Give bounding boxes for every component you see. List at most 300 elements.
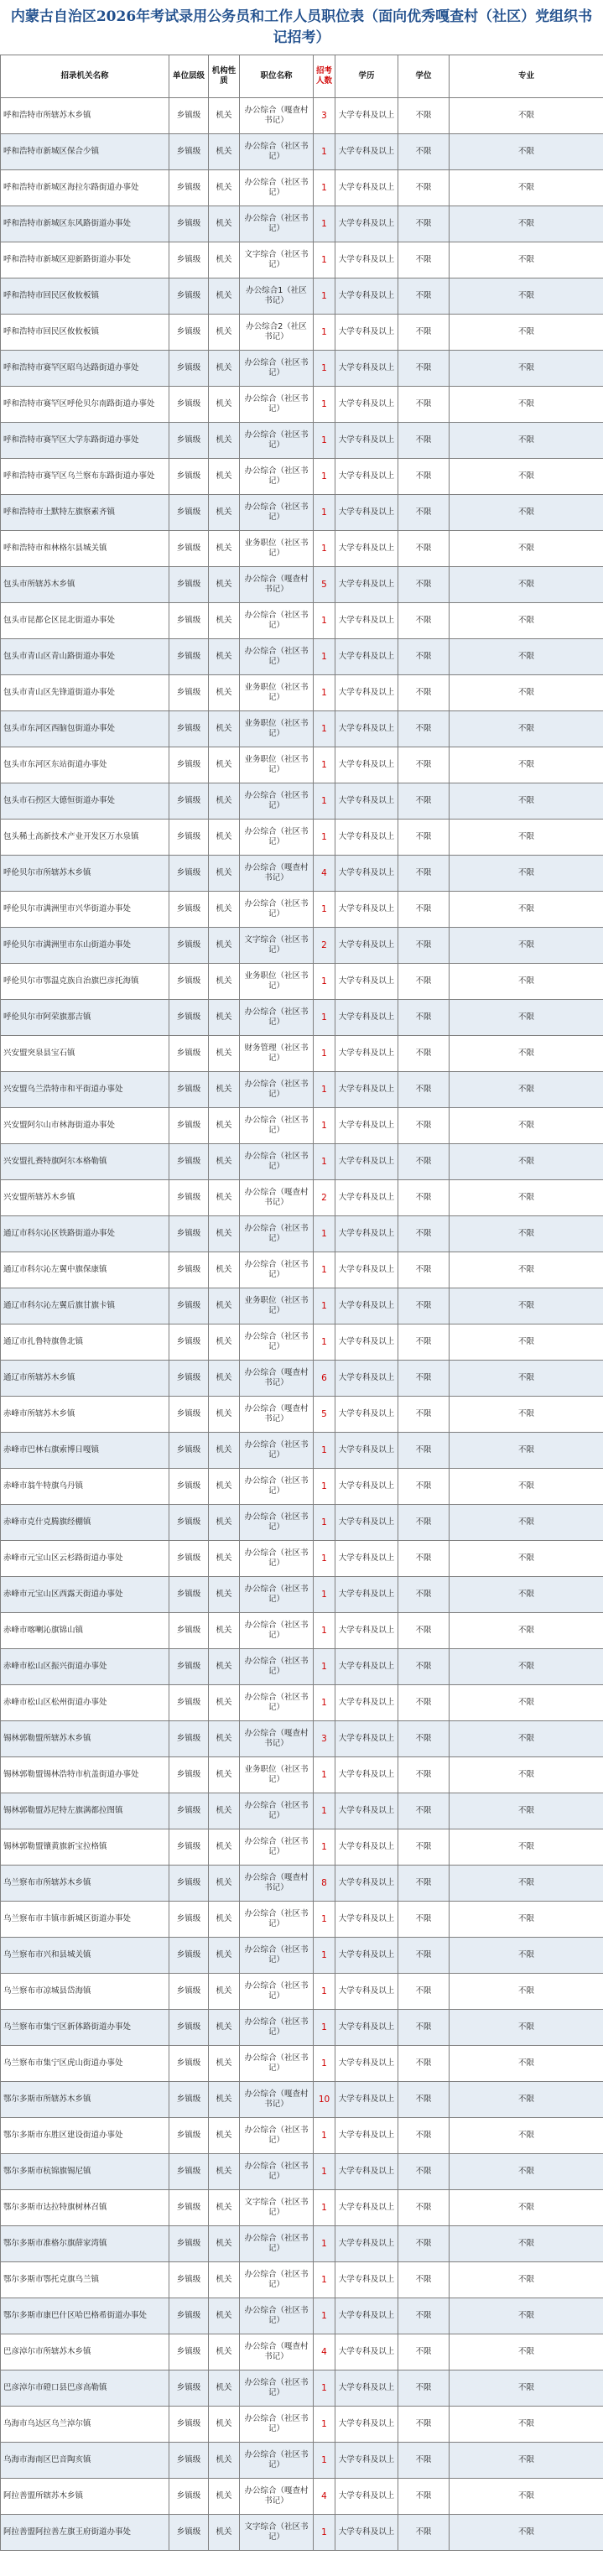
cell-nature: 机关 <box>209 1072 240 1108</box>
cell-unit: 赤峰市克什克腾旗经棚镇 <box>1 1505 169 1541</box>
table-row <box>1 639 603 675</box>
cell-quota: 1 <box>314 351 335 387</box>
cell-education: 大学专科及以上 <box>335 278 398 315</box>
cell-position: 办公综合（社区书记） <box>240 1000 314 1036</box>
col-header-level: 单位层级 <box>169 55 209 98</box>
cell-major: 不限 <box>450 747 603 783</box>
cell-position: 办公综合（嘎查村书记） <box>240 98 314 134</box>
cell-position: 办公综合（社区书记） <box>240 170 314 206</box>
table-row <box>1 134 603 170</box>
table-row <box>1 783 603 820</box>
cell-major: 不限 <box>450 278 603 315</box>
cell-position: 办公综合（社区书记） <box>240 206 314 242</box>
cell-nature: 机关 <box>209 170 240 206</box>
cell-degree: 不限 <box>398 1288 450 1324</box>
cell-nature: 机关 <box>209 423 240 459</box>
cell-nature: 机关 <box>209 1397 240 1433</box>
cell-quota: 2 <box>314 1180 335 1216</box>
cell-degree: 不限 <box>398 2334 450 2370</box>
cell-nature: 机关 <box>209 1144 240 1180</box>
cell-unit: 锡林郭勒盟锡林浩特市杭盖街道办事处 <box>1 1757 169 1793</box>
cell-nature: 机关 <box>209 134 240 170</box>
cell-quota: 1 <box>314 639 335 675</box>
cell-level: 乡镇级 <box>169 1974 209 2010</box>
cell-level: 乡镇级 <box>169 711 209 747</box>
table-row <box>1 1108 603 1144</box>
cell-major: 不限 <box>450 2515 603 2551</box>
cell-nature: 机关 <box>209 1361 240 1397</box>
cell-major: 不限 <box>450 1144 603 1180</box>
cell-degree: 不限 <box>398 2154 450 2190</box>
cell-unit: 通辽市扎鲁特旗鲁北镇 <box>1 1324 169 1361</box>
cell-nature: 机关 <box>209 2515 240 2551</box>
table-row <box>1 315 603 351</box>
table-row <box>1 2298 603 2334</box>
cell-position: 办公综合（嘎查村书记） <box>240 567 314 603</box>
table-body <box>1 98 603 2551</box>
table-row <box>1 387 603 423</box>
cell-education: 大学专科及以上 <box>335 1541 398 1577</box>
cell-position: 文字综合（社区书记） <box>240 2190 314 2226</box>
cell-degree: 不限 <box>398 2226 450 2262</box>
header-row <box>1 55 603 98</box>
cell-level: 乡镇级 <box>169 278 209 315</box>
cell-position: 办公综合（社区书记） <box>240 2407 314 2443</box>
cell-major: 不限 <box>450 639 603 675</box>
cell-level: 乡镇级 <box>169 2262 209 2298</box>
cell-level: 乡镇级 <box>169 1757 209 1793</box>
cell-position: 办公综合（社区书记） <box>240 1216 314 1252</box>
cell-unit: 鄂尔多斯市康巴什区哈巴格希街道办事处 <box>1 2298 169 2334</box>
cell-major: 不限 <box>450 2298 603 2334</box>
cell-level: 乡镇级 <box>169 1144 209 1180</box>
cell-unit: 呼和浩特市所辖苏木乡镇 <box>1 98 169 134</box>
cell-unit: 呼和浩特市新城区海拉尔路街道办事处 <box>1 170 169 206</box>
table-row <box>1 1577 603 1613</box>
cell-position: 办公综合（社区书记） <box>240 1252 314 1288</box>
cell-position: 办公综合（社区书记） <box>240 1108 314 1144</box>
cell-nature: 机关 <box>209 1469 240 1505</box>
cell-education: 大学专科及以上 <box>335 170 398 206</box>
cell-degree: 不限 <box>398 2010 450 2046</box>
cell-degree: 不限 <box>398 1721 450 1757</box>
cell-degree: 不限 <box>398 567 450 603</box>
cell-unit: 赤峰市巴林右旗索博日嘎镇 <box>1 1433 169 1469</box>
cell-nature: 机关 <box>209 2262 240 2298</box>
cell-major: 不限 <box>450 1397 603 1433</box>
cell-position: 办公综合（嘎查村书记） <box>240 1180 314 1216</box>
cell-nature: 机关 <box>209 1000 240 1036</box>
cell-quota: 1 <box>314 206 335 242</box>
cell-unit: 巴彦淖尔市所辖苏木乡镇 <box>1 2334 169 2370</box>
cell-education: 大学专科及以上 <box>335 1036 398 1072</box>
cell-quota: 1 <box>314 1649 335 1685</box>
cell-nature: 机关 <box>209 206 240 242</box>
cell-unit: 鄂尔多斯市达拉特旗树林召镇 <box>1 2190 169 2226</box>
table-row <box>1 1721 603 1757</box>
cell-unit: 包头市青山区青山路街道办事处 <box>1 639 169 675</box>
table-row <box>1 1613 603 1649</box>
col-header-unit: 招录机关名称 <box>1 55 169 98</box>
cell-unit: 鄂尔多斯市准格尔旗薛家湾镇 <box>1 2226 169 2262</box>
cell-quota: 1 <box>314 783 335 820</box>
cell-nature: 机关 <box>209 1829 240 1866</box>
cell-degree: 不限 <box>398 1036 450 1072</box>
cell-education: 大学专科及以上 <box>335 2298 398 2334</box>
cell-unit: 呼伦贝尔市满洲里市兴华街道办事处 <box>1 892 169 928</box>
cell-level: 乡镇级 <box>169 1397 209 1433</box>
cell-degree: 不限 <box>398 1541 450 1577</box>
cell-quota: 1 <box>314 1613 335 1649</box>
cell-position: 办公综合（社区书记） <box>240 1793 314 1829</box>
table-row <box>1 1252 603 1288</box>
cell-education: 大学专科及以上 <box>335 675 398 711</box>
table-row <box>1 2479 603 2515</box>
cell-position: 业务职位（社区书记） <box>240 1757 314 1793</box>
cell-level: 乡镇级 <box>169 2334 209 2370</box>
cell-position: 办公综合（社区书记） <box>240 1938 314 1974</box>
cell-quota: 1 <box>314 1469 335 1505</box>
cell-major: 不限 <box>450 1180 603 1216</box>
cell-level: 乡镇级 <box>169 1072 209 1108</box>
cell-nature: 机关 <box>209 1974 240 2010</box>
cell-degree: 不限 <box>398 1902 450 1938</box>
cell-education: 大学专科及以上 <box>335 2226 398 2262</box>
cell-unit: 赤峰市元宝山区云杉路街道办事处 <box>1 1541 169 1577</box>
cell-nature: 机关 <box>209 387 240 423</box>
cell-level: 乡镇级 <box>169 2443 209 2479</box>
col-header-degree: 学位 <box>398 55 450 98</box>
cell-major: 不限 <box>450 856 603 892</box>
cell-education: 大学专科及以上 <box>335 423 398 459</box>
cell-major: 不限 <box>450 1216 603 1252</box>
cell-education: 大学专科及以上 <box>335 459 398 495</box>
cell-nature: 机关 <box>209 2118 240 2154</box>
cell-position: 办公综合（社区书记） <box>240 2118 314 2154</box>
cell-level: 乡镇级 <box>169 1577 209 1613</box>
cell-position: 办公综合（嘎查村书记） <box>240 856 314 892</box>
cell-major: 不限 <box>450 242 603 278</box>
cell-nature: 机关 <box>209 567 240 603</box>
cell-nature: 机关 <box>209 747 240 783</box>
cell-nature: 机关 <box>209 1324 240 1361</box>
cell-unit: 呼伦贝尔市满洲里市东山街道办事处 <box>1 928 169 964</box>
cell-position: 办公综合（社区书记） <box>240 1649 314 1685</box>
cell-quota: 1 <box>314 1000 335 1036</box>
cell-quota: 1 <box>314 242 335 278</box>
cell-position: 办公综合（嘎查村书记） <box>240 2334 314 2370</box>
cell-major: 不限 <box>450 2154 603 2190</box>
cell-major: 不限 <box>450 1613 603 1649</box>
cell-unit: 兴安盟突泉县宝石镇 <box>1 1036 169 1072</box>
table-row <box>1 2334 603 2370</box>
cell-degree: 不限 <box>398 1685 450 1721</box>
cell-nature: 机关 <box>209 278 240 315</box>
cell-degree: 不限 <box>398 206 450 242</box>
table-row <box>1 98 603 134</box>
cell-unit: 阿拉善盟阿拉善左旗王府街道办事处 <box>1 2515 169 2551</box>
cell-quota: 1 <box>314 711 335 747</box>
table-row <box>1 892 603 928</box>
cell-education: 大学专科及以上 <box>335 1974 398 2010</box>
cell-quota: 2 <box>314 928 335 964</box>
cell-nature: 机关 <box>209 2190 240 2226</box>
table-row <box>1 1036 603 1072</box>
cell-unit: 巴彦淖尔市磴口县巴彦高勒镇 <box>1 2370 169 2407</box>
cell-unit: 兴安盟乌兰浩特市和平街道办事处 <box>1 1072 169 1108</box>
table-row <box>1 1541 603 1577</box>
cell-education: 大学专科及以上 <box>335 1505 398 1541</box>
table-row <box>1 242 603 278</box>
cell-level: 乡镇级 <box>169 206 209 242</box>
cell-level: 乡镇级 <box>169 1721 209 1757</box>
cell-unit: 赤峰市松山区振兴街道办事处 <box>1 1649 169 1685</box>
cell-degree: 不限 <box>398 639 450 675</box>
cell-education: 大学专科及以上 <box>335 315 398 351</box>
cell-education: 大学专科及以上 <box>335 2190 398 2226</box>
cell-level: 乡镇级 <box>169 2226 209 2262</box>
cell-major: 不限 <box>450 711 603 747</box>
cell-quota: 1 <box>314 892 335 928</box>
cell-quota: 1 <box>314 531 335 567</box>
cell-unit: 呼和浩特市赛罕区大学东路街道办事处 <box>1 423 169 459</box>
cell-nature: 机关 <box>209 242 240 278</box>
cell-education: 大学专科及以上 <box>335 1324 398 1361</box>
cell-education: 大学专科及以上 <box>335 1144 398 1180</box>
cell-major: 不限 <box>450 1793 603 1829</box>
cell-nature: 机关 <box>209 2334 240 2370</box>
page-title <box>0 0 603 55</box>
table-row <box>1 1902 603 1938</box>
cell-quota: 3 <box>314 1721 335 1757</box>
cell-unit: 包头市青山区先锋道街道办事处 <box>1 675 169 711</box>
cell-position: 财务管理（社区书记） <box>240 1036 314 1072</box>
cell-major: 不限 <box>450 892 603 928</box>
cell-major: 不限 <box>450 1469 603 1505</box>
cell-level: 乡镇级 <box>169 2082 209 2118</box>
cell-nature: 机关 <box>209 892 240 928</box>
cell-level: 乡镇级 <box>169 928 209 964</box>
cell-major: 不限 <box>450 1324 603 1361</box>
cell-education: 大学专科及以上 <box>335 2082 398 2118</box>
cell-degree: 不限 <box>398 1324 450 1361</box>
cell-quota: 1 <box>314 2370 335 2407</box>
cell-degree: 不限 <box>398 170 450 206</box>
table-row <box>1 2370 603 2407</box>
cell-level: 乡镇级 <box>169 495 209 531</box>
cell-major: 不限 <box>450 1288 603 1324</box>
cell-major: 不限 <box>450 2190 603 2226</box>
cell-nature: 机关 <box>209 1216 240 1252</box>
cell-level: 乡镇级 <box>169 1469 209 1505</box>
cell-education: 大学专科及以上 <box>335 1072 398 1108</box>
cell-quota: 10 <box>314 2082 335 2118</box>
cell-degree: 不限 <box>398 1397 450 1433</box>
cell-degree: 不限 <box>398 1793 450 1829</box>
cell-nature: 机关 <box>209 2479 240 2515</box>
cell-position: 办公综合（社区书记） <box>240 1505 314 1541</box>
cell-major: 不限 <box>450 2010 603 2046</box>
cell-education: 大学专科及以上 <box>335 856 398 892</box>
cell-unit: 乌兰察布市凉城县岱海镇 <box>1 1974 169 2010</box>
cell-degree: 不限 <box>398 495 450 531</box>
cell-quota: 1 <box>314 1072 335 1108</box>
cell-quota: 1 <box>314 1974 335 2010</box>
cell-degree: 不限 <box>398 2298 450 2334</box>
cell-nature: 机关 <box>209 856 240 892</box>
cell-unit: 鄂尔多斯市鄂托克旗乌兰镇 <box>1 2262 169 2298</box>
cell-level: 乡镇级 <box>169 242 209 278</box>
table-row <box>1 603 603 639</box>
cell-education: 大学专科及以上 <box>335 1108 398 1144</box>
cell-unit: 锡林郭勒盟镶黄旗新宝拉格镇 <box>1 1829 169 1866</box>
cell-unit: 呼伦贝尔市所辖苏木乡镇 <box>1 856 169 892</box>
table-row <box>1 2082 603 2118</box>
cell-nature: 机关 <box>209 820 240 856</box>
cell-education: 大学专科及以上 <box>335 351 398 387</box>
cell-quota: 1 <box>314 278 335 315</box>
table-row <box>1 2190 603 2226</box>
cell-position: 办公综合（社区书记） <box>240 2370 314 2407</box>
cell-major: 不限 <box>450 1036 603 1072</box>
cell-position: 办公综合（嘎查村书记） <box>240 1361 314 1397</box>
cell-quota: 1 <box>314 1577 335 1613</box>
table-row <box>1 1649 603 1685</box>
cell-degree: 不限 <box>398 675 450 711</box>
cell-nature: 机关 <box>209 2443 240 2479</box>
table-row <box>1 928 603 964</box>
cell-major: 不限 <box>450 2334 603 2370</box>
cell-degree: 不限 <box>398 856 450 892</box>
col-header-education: 学历 <box>335 55 398 98</box>
cell-education: 大学专科及以上 <box>335 747 398 783</box>
cell-quota: 1 <box>314 2407 335 2443</box>
cell-unit: 赤峰市元宝山区西露天街道办事处 <box>1 1577 169 1613</box>
cell-unit: 鄂尔多斯市东胜区建设街道办事处 <box>1 2118 169 2154</box>
cell-education: 大学专科及以上 <box>335 2479 398 2515</box>
cell-position: 办公综合（社区书记） <box>240 1613 314 1649</box>
cell-level: 乡镇级 <box>169 2010 209 2046</box>
cell-nature: 机关 <box>209 639 240 675</box>
cell-position: 办公综合（社区书记） <box>240 603 314 639</box>
cell-quota: 1 <box>314 964 335 1000</box>
cell-degree: 不限 <box>398 2046 450 2082</box>
cell-quota: 1 <box>314 2154 335 2190</box>
cell-unit: 包头市石拐区大德恒街道办事处 <box>1 783 169 820</box>
cell-position: 办公综合（社区书记） <box>240 2298 314 2334</box>
cell-quota: 3 <box>314 98 335 134</box>
cell-degree: 不限 <box>398 1000 450 1036</box>
cell-position: 业务职位（社区书记） <box>240 711 314 747</box>
cell-nature: 机关 <box>209 1649 240 1685</box>
cell-level: 乡镇级 <box>169 567 209 603</box>
cell-nature: 机关 <box>209 1288 240 1324</box>
cell-position: 办公综合（社区书记） <box>240 783 314 820</box>
cell-quota: 1 <box>314 1216 335 1252</box>
cell-nature: 机关 <box>209 1938 240 1974</box>
cell-degree: 不限 <box>398 315 450 351</box>
cell-nature: 机关 <box>209 1252 240 1288</box>
cell-degree: 不限 <box>398 2443 450 2479</box>
cell-unit: 兴安盟所辖苏木乡镇 <box>1 1180 169 1216</box>
cell-degree: 不限 <box>398 820 450 856</box>
cell-degree: 不限 <box>398 2190 450 2226</box>
cell-major: 不限 <box>450 1433 603 1469</box>
cell-major: 不限 <box>450 531 603 567</box>
cell-nature: 机关 <box>209 2407 240 2443</box>
cell-education: 大学专科及以上 <box>335 603 398 639</box>
cell-major: 不限 <box>450 603 603 639</box>
cell-quota: 1 <box>314 2226 335 2262</box>
cell-unit: 通辽市所辖苏木乡镇 <box>1 1361 169 1397</box>
cell-level: 乡镇级 <box>169 639 209 675</box>
cell-level: 乡镇级 <box>169 892 209 928</box>
cell-major: 不限 <box>450 495 603 531</box>
cell-quota: 1 <box>314 1938 335 1974</box>
cell-education: 大学专科及以上 <box>335 1793 398 1829</box>
cell-degree: 不限 <box>398 459 450 495</box>
cell-nature: 机关 <box>209 315 240 351</box>
cell-position: 办公综合（嘎查村书记） <box>240 1866 314 1902</box>
cell-degree: 不限 <box>398 1433 450 1469</box>
cell-quota: 1 <box>314 134 335 170</box>
cell-major: 不限 <box>450 1974 603 2010</box>
cell-degree: 不限 <box>398 2082 450 2118</box>
cell-unit: 包头稀土高新技术产业开发区万水泉镇 <box>1 820 169 856</box>
cell-level: 乡镇级 <box>169 1288 209 1324</box>
cell-education: 大学专科及以上 <box>335 1829 398 1866</box>
cell-degree: 不限 <box>398 1505 450 1541</box>
cell-major: 不限 <box>450 928 603 964</box>
cell-nature: 机关 <box>209 1613 240 1649</box>
table-row <box>1 1288 603 1324</box>
cell-degree: 不限 <box>398 2370 450 2407</box>
cell-major: 不限 <box>450 2262 603 2298</box>
cell-nature: 机关 <box>209 1541 240 1577</box>
cell-major: 不限 <box>450 2443 603 2479</box>
cell-quota: 1 <box>314 2046 335 2082</box>
cell-degree: 不限 <box>398 964 450 1000</box>
cell-level: 乡镇级 <box>169 675 209 711</box>
cell-level: 乡镇级 <box>169 531 209 567</box>
cell-quota: 5 <box>314 567 335 603</box>
table-row <box>1 1433 603 1469</box>
cell-major: 不限 <box>450 1072 603 1108</box>
cell-position: 办公综合（社区书记） <box>240 639 314 675</box>
cell-nature: 机关 <box>209 1866 240 1902</box>
cell-level: 乡镇级 <box>169 1505 209 1541</box>
cell-nature: 机关 <box>209 1685 240 1721</box>
table-row <box>1 278 603 315</box>
cell-level: 乡镇级 <box>169 387 209 423</box>
cell-education: 大学专科及以上 <box>335 2046 398 2082</box>
cell-position: 业务职位（社区书记） <box>240 1288 314 1324</box>
cell-position: 办公综合2（社区书记） <box>240 315 314 351</box>
cell-level: 乡镇级 <box>169 747 209 783</box>
table-row <box>1 1866 603 1902</box>
cell-level: 乡镇级 <box>169 459 209 495</box>
cell-degree: 不限 <box>398 603 450 639</box>
cell-degree: 不限 <box>398 1974 450 2010</box>
cell-quota: 8 <box>314 1866 335 1902</box>
cell-level: 乡镇级 <box>169 2154 209 2190</box>
cell-major: 不限 <box>450 1541 603 1577</box>
cell-level: 乡镇级 <box>169 170 209 206</box>
cell-degree: 不限 <box>398 1180 450 1216</box>
cell-degree: 不限 <box>398 747 450 783</box>
cell-major: 不限 <box>450 1938 603 1974</box>
cell-degree: 不限 <box>398 2479 450 2515</box>
